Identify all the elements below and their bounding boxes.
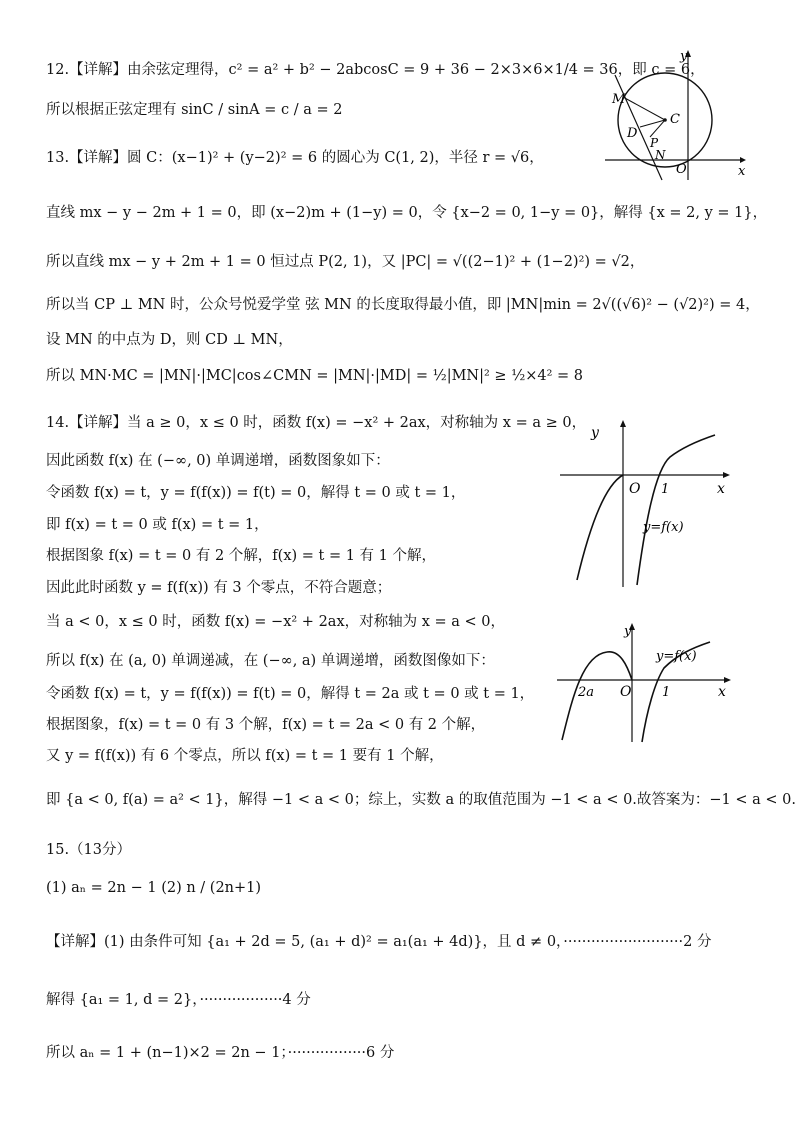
q15-answers: (1) aₙ = 2n − 1 (2) n / (2n+1) <box>46 880 262 896</box>
fig3-x-label: x <box>718 684 726 700</box>
fig3-y-label: y <box>624 624 632 639</box>
fig1-point-n: N <box>655 148 666 162</box>
fig1-point-d: D <box>627 126 638 141</box>
fig1-point-p: P <box>650 136 659 150</box>
fig1-y-label: y <box>680 49 688 64</box>
fig3-tick-2a: 2a <box>578 685 595 700</box>
q15-heading: 15.（13分） <box>46 842 132 858</box>
q14-line-6: 因此此时函数 y = f(f(x)) 有 3 个零点，不符合题意； <box>46 580 392 596</box>
fig3-tick-one: 1 <box>662 685 671 700</box>
fig2-curve-label: y=f(x) <box>643 520 684 535</box>
fig3-curve-label: y=f(x) <box>656 649 697 664</box>
circle-chord-figure <box>600 45 750 185</box>
q14-line-3: 令函数 f(x) = t，y = f(f(x)) = f(t) = 0，解得 t = 0 或 t = 1， <box>46 485 466 501</box>
q14-line-10: 根据图象，f(x) = t = 0 有 3 个解，f(x) = t = 2a < 0 有 2 个解， <box>46 717 486 733</box>
graph-a-nonnegative <box>555 415 735 590</box>
q14-line-7: 当 a < 0，x ≤ 0 时，函数 f(x) = −x² + 2ax，对称轴为 x = a < 0， <box>46 614 506 630</box>
fig3-origin: O <box>620 684 632 700</box>
graph-a-negative <box>552 620 737 745</box>
fig1-point-c: C <box>670 112 680 127</box>
fig2-y-label: y <box>591 425 599 441</box>
fig2-origin: O <box>629 481 641 497</box>
fig1-point-m: M <box>612 92 626 107</box>
q14-line-4: 即 f(x) = t = 0 或 f(x) = t = 1， <box>46 517 269 533</box>
q13-line-5: 设 MN 的中点为 D，则 CD ⊥ MN， <box>46 332 293 348</box>
q15-detail-1: 【详解】(1) 由条件可知 {a₁ + 2d = 5, (a₁ + d)² = a₁(a₁ + 4d)}，且 d ≠ 0，··························2 分 <box>46 934 712 950</box>
q13-line-3: 所以直线 mx − y + 2m + 1 = 0 恒过点 P(2, 1)，又 |PC| = √((2−1)² + (1−2)²) = √2， <box>46 254 645 270</box>
q14-line-9: 令函数 f(x) = t，y = f(f(x)) = f(t) = 0，解得 t = 2a 或 t = 0 或 t = 1， <box>46 686 535 702</box>
q13-line-2: 直线 mx − y − 2m + 1 = 0，即 (x−2)m + (1−y) = 0，令 {x−2 = 0, 1−y = 0}，解得 {x = 2, y = 1}， <box>46 205 768 221</box>
q13-line-1: 13.【详解】圆 C：(x−1)² + (y−2)² = 6 的圆心为 C(1, 2)，半径 r = √6， <box>46 150 544 166</box>
q12-line-1: 12.【详解】由余弦定理得，c² = a² + b² − 2abcosC = 9 + 36 − 2×3×6×1/4 = 36，即 c = 6， <box>46 62 705 78</box>
q14-line-8: 所以 f(x) 在 (a, 0) 单调递减，在 (−∞, a) 单调递增，函数图像如下： <box>46 653 495 669</box>
q15-detail-2: 解得 {a₁ = 1, d = 2}，··················4 分 <box>46 992 311 1008</box>
fig1-x-label: x <box>738 164 746 179</box>
q14-line-1: 14.【详解】当 a ≥ 0，x ≤ 0 时，函数 f(x) = −x² + 2ax，对称轴为 x = a ≥ 0， <box>46 415 587 431</box>
q14-line-5: 根据图象 f(x) = t = 0 有 2 个解，f(x) = t = 1 有 1 个解， <box>46 548 437 564</box>
q15-detail-3: 所以 aₙ = 1 + (n−1)×2 = 2n − 1；·················6 分 <box>46 1045 395 1061</box>
q12-line-2: 所以根据正弦定理有 sinC / sinA = c / a = 2 <box>46 102 343 118</box>
q14-line-12: 即 {a < 0, f(a) = a² < 1}，解得 −1 < a < 0；综上，实数 a 的取值范围为 −1 < a < 0.故答案为：−1 < a < 0. <box>46 792 796 808</box>
q14-line-11: 又 y = f(f(x)) 有 6 个零点，所以 f(x) = t = 1 要有 1 个解， <box>46 748 444 764</box>
q13-line-6: 所以 MN·MC = |MN|·|MC|cos∠CMN = |MN|·|MD| = ½|MN|² ≥ ½×4² = 8 <box>46 368 584 384</box>
fig1-origin: O <box>676 162 687 177</box>
fig2-tick-one: 1 <box>661 482 670 497</box>
q14-line-2: 因此函数 f(x) 在 (−∞, 0) 单调递增，函数图象如下： <box>46 453 390 469</box>
fig2-x-label: x <box>717 481 725 497</box>
q13-line-4: 所以当 CP ⊥ MN 时，公众号悦爱学堂 弦 MN 的长度取得最小值，即 |MN|min = 2√((√6)² − (√2)²) = 4， <box>46 297 760 313</box>
